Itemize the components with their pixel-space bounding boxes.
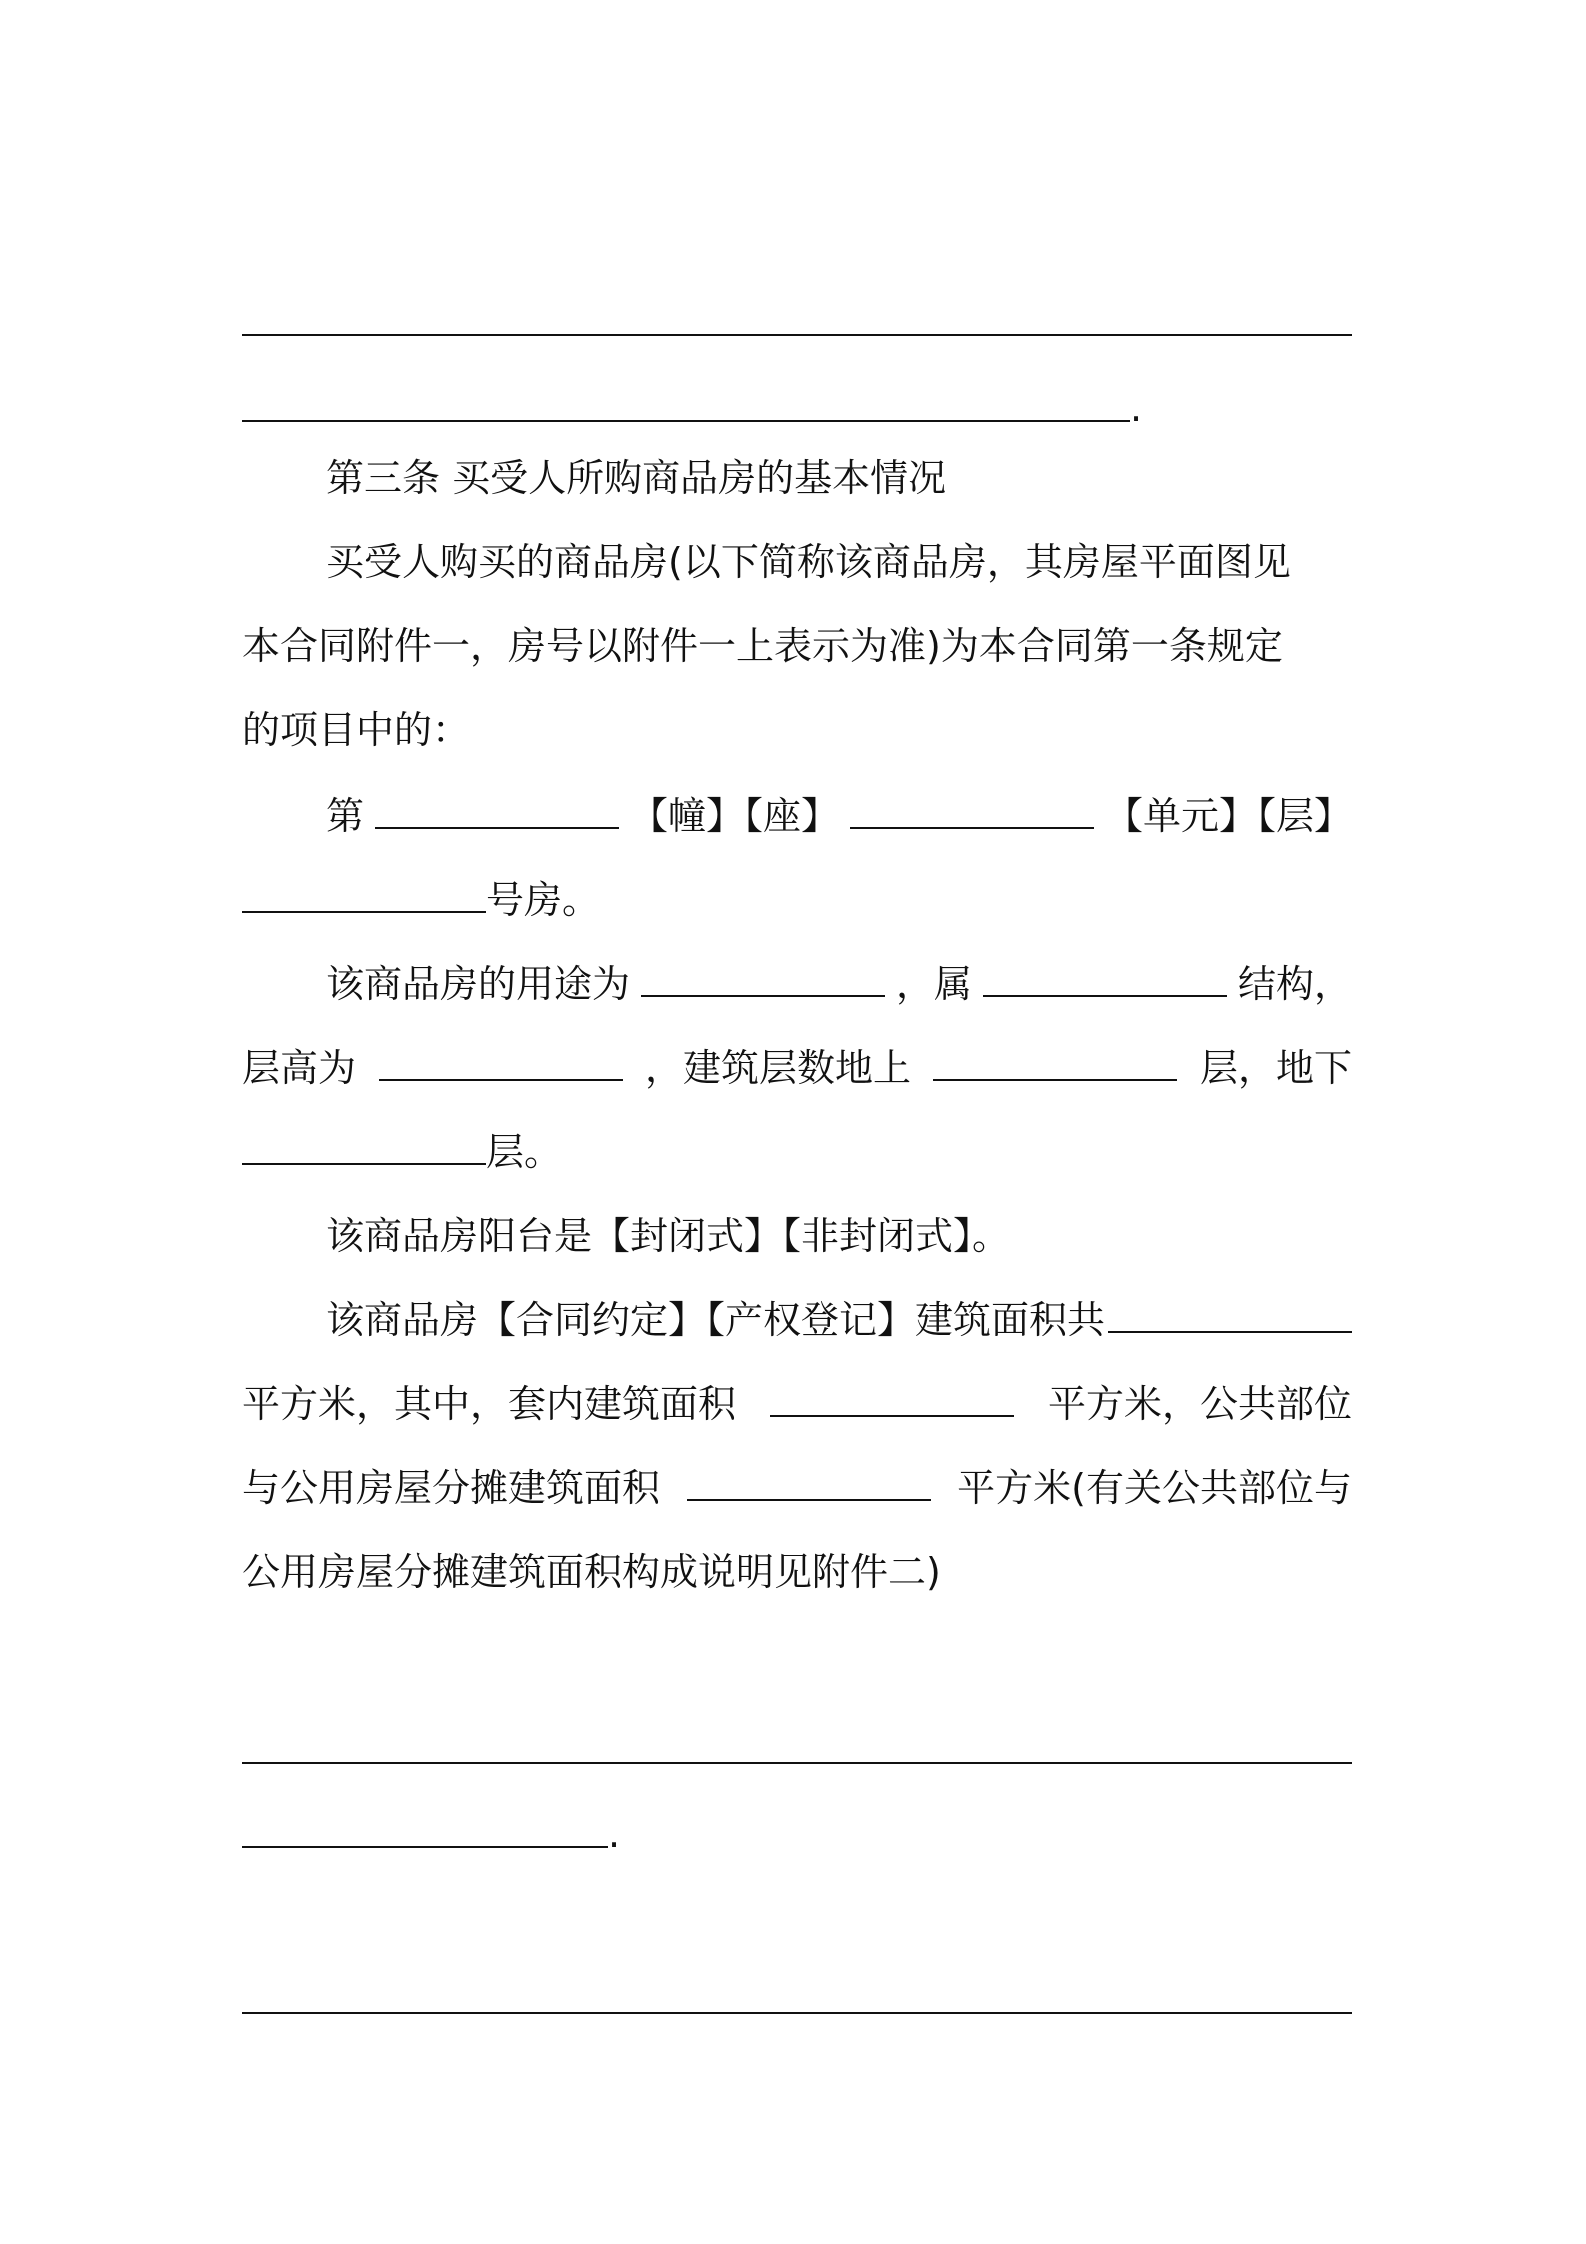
floor-height-field[interactable] [379,1078,623,1081]
use-prefix: 该商品房的用途为 [326,962,631,1006]
area-line-4: 公用房屋分摊建筑面积构成说明见附件二) [242,1550,941,1594]
area-line-3 [242,1464,1352,1512]
room-suffix: 号房。 [486,878,601,922]
shared-area-field[interactable] [687,1498,931,1501]
use-shu: ，属 [895,962,972,1006]
intro-line-2: 本合同附件一，房号以附件一上表示为准)为本合同第一条规定 [242,624,1283,668]
use-field[interactable] [641,994,885,997]
height-floors-above: ，建筑层数地上 [644,1046,911,1090]
floors-above-field[interactable] [933,1078,1177,1081]
height-layer-below: 层，地下 [1199,1046,1352,1090]
period-mark-2: . [608,1812,621,1856]
room-line [242,876,1352,924]
unit-prefix: 第 [326,794,365,838]
unit-floor-option: 【单元】【层】 [1104,794,1352,838]
intro-line-1: 买受人购买的商品房(以下简称该商品房，其房屋平面图见 [326,540,1291,584]
unit-number-field[interactable] [850,826,1094,829]
blank-rule-2 [242,420,1130,422]
area-l2-a: 平方米，其中，套内建筑面积 [242,1382,737,1426]
use-line [326,960,1352,1008]
room-number-field[interactable] [242,910,486,913]
below-line [242,1128,1352,1176]
area-l3-a: 与公用房屋分摊建筑面积 [242,1466,661,1510]
height-line [242,1044,1352,1092]
inner-area-field[interactable] [770,1414,1014,1417]
structure-field[interactable] [983,994,1227,997]
floors-below-field[interactable] [242,1162,486,1165]
building-number-field[interactable] [375,826,619,829]
use-structure: 结构， [1237,962,1352,1006]
unit-line [326,792,1352,840]
blank-rule-5 [242,2012,1352,2014]
period-mark: . [1130,386,1143,430]
height-prefix: 层高为 [242,1046,357,1090]
area-l3-b: 平方米(有关公共部位与 [957,1466,1352,1510]
area-l1-text: 该商品房【合同约定】【产权登记】建筑面积共 [326,1298,1106,1342]
blank-rule-4 [242,1846,608,1848]
blank-rule-1 [242,334,1352,336]
area-l2-b: 平方米，公共部位 [1047,1382,1352,1426]
blank-rule-3 [242,1762,1352,1764]
area-line-2 [242,1380,1352,1428]
below-suffix: 层。 [486,1130,563,1174]
balcony-line: 该商品房阳台是【封闭式】【非封闭式】。 [326,1214,1011,1258]
building-option: 【幢】【座】 [629,794,839,838]
area-line-1 [326,1296,1352,1344]
intro-line-3: 的项目中的： [242,708,471,752]
article-heading: 第三条 买受人所购商品房的基本情况 [326,456,947,500]
total-area-field[interactable] [1108,1330,1352,1333]
